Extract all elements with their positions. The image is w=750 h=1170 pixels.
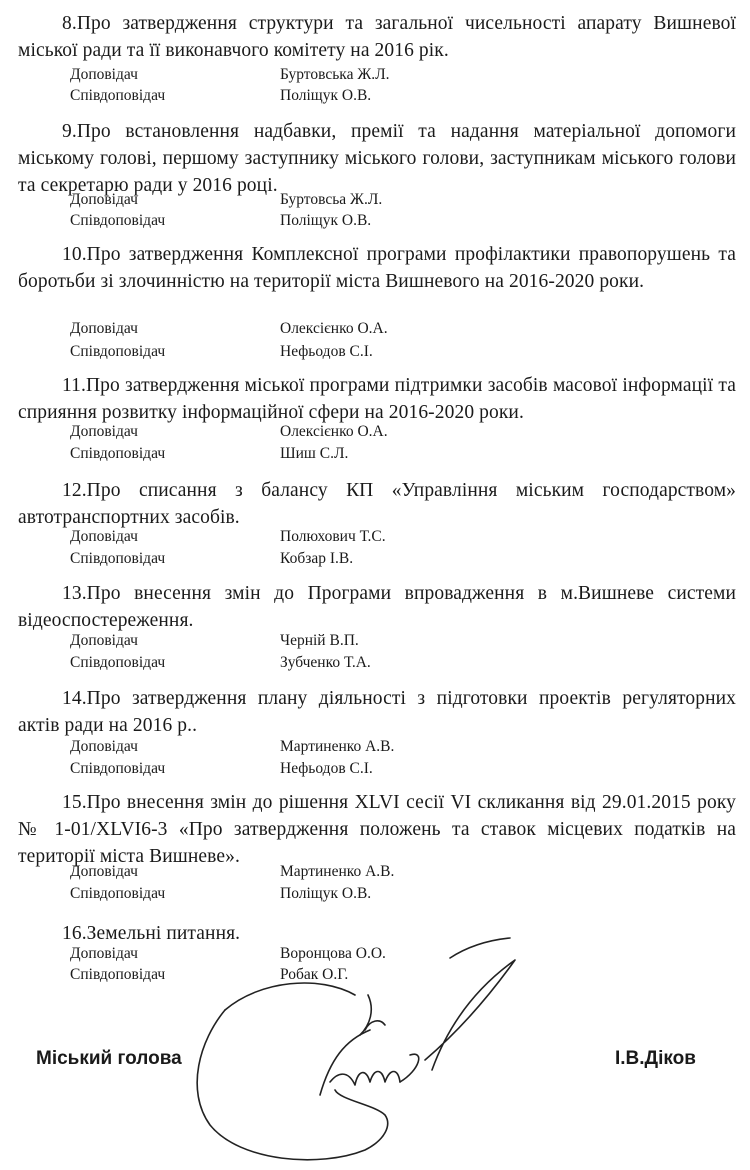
rapporteur-name: Черній В.П. bbox=[280, 632, 359, 649]
agenda-item-text: 12.Про списання з балансу КП «Управління міським господарством» автотранспортних засобів. bbox=[18, 480, 736, 528]
co-rapporteur-label: Співдоповідач bbox=[70, 445, 166, 462]
agenda-item-text: 11.Про затвердження міської програми підтримки засобів масової інформації та сприяння розвитку інформаційної сфери на 2016-2020 роки. bbox=[18, 375, 736, 423]
co-rapporteur-label: Співдоповідач bbox=[70, 550, 166, 567]
co-rapporteur-label: Співдоповідач bbox=[70, 212, 166, 229]
rapporteur-name: Буртовська Ж.Л. bbox=[280, 66, 390, 83]
handwritten-signature bbox=[170, 900, 530, 1170]
co-rapporteur-label: Співдоповідач bbox=[70, 343, 166, 360]
rapporteur-label: Доповідач bbox=[70, 423, 138, 440]
rapporteur-label: Доповідач bbox=[70, 738, 138, 755]
co-rapporteur-name: Поліщук О.В. bbox=[280, 87, 372, 104]
rapporteur-label: Доповідач bbox=[70, 191, 138, 208]
rapporteur-label: Доповідач bbox=[70, 320, 138, 337]
rapporteur-label: Доповідач bbox=[70, 528, 138, 545]
mayor-name: І.В.Діков bbox=[615, 1048, 696, 1069]
co-rapporteur-name: Зубченко Т.А. bbox=[280, 654, 371, 671]
co-rapporteur-name: Шиш С.Л. bbox=[280, 445, 349, 462]
agenda-item-text: 10.Про затвердження Комплексної програми профілактики правопорушень та боротьби зі злочинністю на території міста Вишневого на 2016-2020 роки. bbox=[18, 244, 736, 292]
rapporteur-label: Доповідач bbox=[70, 632, 138, 649]
rapporteur-label: Доповідач bbox=[70, 66, 138, 83]
rapporteur-label: Доповідач bbox=[70, 863, 138, 880]
co-rapporteur-label: Співдоповідач bbox=[70, 885, 166, 902]
rapporteur-label: Доповідач bbox=[70, 945, 138, 962]
agenda-item-text: 13.Про внесення змін до Програми впровадження в м.Вишневе системи відеоспостереження. bbox=[18, 583, 736, 631]
co-rapporteur-label: Співдоповідач bbox=[70, 654, 166, 671]
rapporteur-name: Буртовсьа Ж.Л. bbox=[280, 191, 383, 208]
co-rapporteur-label: Співдоповідач bbox=[70, 760, 166, 777]
co-rapporteur-name: Нефьодов С.І. bbox=[280, 343, 373, 360]
co-rapporteur-name: Поліщук О.В. bbox=[280, 885, 372, 902]
agenda-item-text: 14.Про затвердження плану діяльності з підготовки проектів регуляторних актів ради на 2016 р.. bbox=[18, 688, 736, 736]
agenda-item-text: 15.Про внесення змін до рішення XLVI сесії VI скликання від 29.01.2015 року № 1-01/XLVI6-3 «Про затвердження положень та ставок місцевих податків на території міста Вишневе». bbox=[18, 792, 736, 867]
co-rapporteur-label: Співдоповідач bbox=[70, 966, 166, 983]
co-rapporteur-name: Поліщук О.В. bbox=[280, 212, 372, 229]
co-rapporteur-name: Кобзар І.В. bbox=[280, 550, 354, 567]
rapporteur-name: Полюхович Т.С. bbox=[280, 528, 386, 545]
rapporteur-name: Олексієнко О.А. bbox=[280, 423, 388, 440]
co-rapporteur-name: Робак О.Г. bbox=[280, 966, 349, 983]
rapporteur-name: Олексієнко О.А. bbox=[280, 320, 388, 337]
mayor-position-label: Міський голова bbox=[36, 1048, 182, 1069]
rapporteur-name: Мартиненко А.В. bbox=[280, 738, 395, 755]
rapporteur-name: Мартиненко А.В. bbox=[280, 863, 395, 880]
agenda-item-text: 8.Про затвердження структури та загальної чисельності апарату Вишневої міської ради та її виконавчого комітету на 2016 рік. bbox=[18, 13, 736, 61]
co-rapporteur-name: Нефьодов С.І. bbox=[280, 760, 373, 777]
agenda-item-text: 9.Про встановлення надбавки, премії та надання матеріальної допомоги міському голові, першому заступнику міського голови, заступникам міського голови та секретарю ради у 2016 році. bbox=[18, 121, 736, 196]
rapporteur-name: Воронцова О.О. bbox=[280, 945, 386, 962]
agenda-item-text: 16.Земельні питання. bbox=[62, 923, 241, 944]
co-rapporteur-label: Співдоповідач bbox=[70, 87, 166, 104]
